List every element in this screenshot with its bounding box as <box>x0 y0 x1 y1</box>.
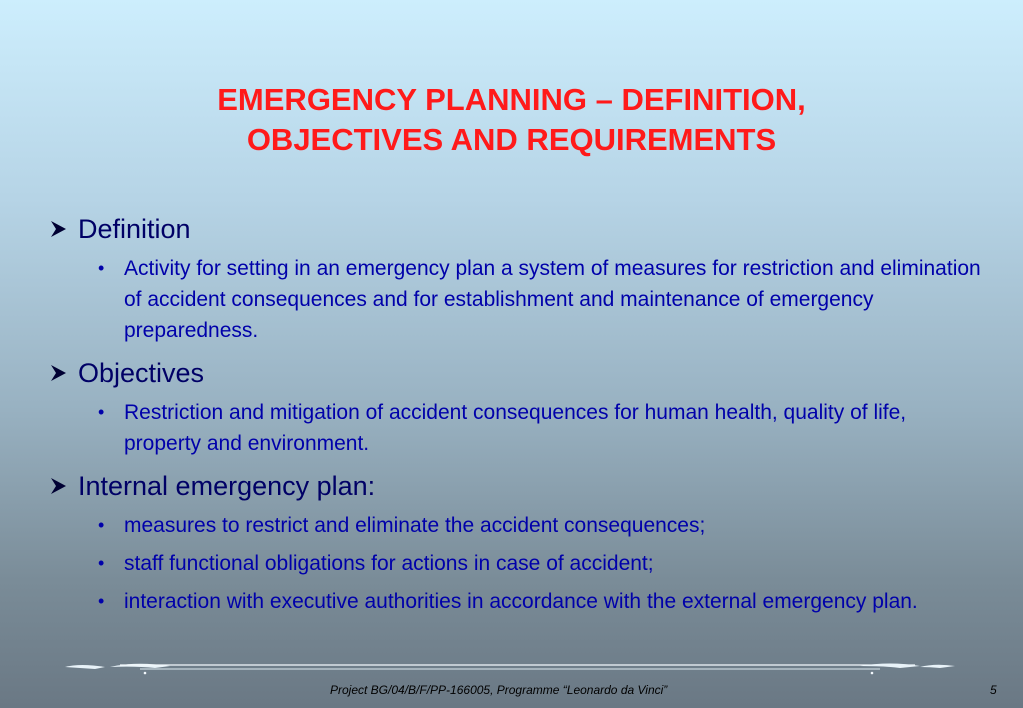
section-heading: Objectives <box>78 358 205 388</box>
list-item <box>98 253 988 346</box>
round-bullet-icon: • <box>98 402 105 422</box>
section-internal-emergency-plan <box>48 469 988 617</box>
list-item-text: interaction with executive authorities in accordance with the external emergency plan. <box>124 590 918 613</box>
list-item-text: measures to restrict and eliminate the accident consequences; <box>124 514 706 537</box>
slide-content <box>48 212 988 627</box>
list-item-text: Restriction and mitigation of accident consequences for human health, quality of life, property and environment. <box>124 401 907 455</box>
round-bullet-icon: • <box>98 258 105 278</box>
arrow-bullet-icon <box>48 475 78 497</box>
section-definition <box>48 212 988 346</box>
section-objectives <box>48 356 988 459</box>
bullet-list <box>48 510 988 617</box>
section-heading: Internal emergency plan: <box>78 471 376 501</box>
bullet-list <box>48 253 988 346</box>
section-heading: Definition <box>78 214 191 244</box>
list-item-text: staff functional obligations for actions in case of accident; <box>124 552 654 575</box>
round-bullet-icon: • <box>98 515 105 535</box>
list-item-text: Activity for setting in an emergency plan a system of measures for restriction and elimination of accident consequences and for establishment and maintenance of emergency preparedness. <box>124 257 981 342</box>
slide-title-line-1: EMERGENCY PLANNING – DEFINITION, <box>217 82 806 117</box>
round-bullet-icon: • <box>98 591 105 611</box>
arrow-bullet-icon <box>48 218 78 240</box>
round-bullet-icon: • <box>98 553 105 573</box>
list-item <box>98 548 988 579</box>
footer-text: Project BG/04/B/F/PP-166005, Programme “Leonardo da Vinci” <box>330 683 668 697</box>
ornamental-divider <box>60 655 960 679</box>
slide-title <box>0 80 1023 160</box>
section-heading-row <box>48 356 988 390</box>
section-heading-row <box>48 212 988 246</box>
footer <box>0 683 1023 701</box>
list-item <box>98 510 988 541</box>
list-item <box>98 397 988 459</box>
section-heading-row <box>48 469 988 503</box>
list-item <box>98 586 988 617</box>
page-number: 5 <box>990 683 997 697</box>
bullet-list <box>48 397 988 459</box>
arrow-bullet-icon <box>48 362 78 384</box>
slide-title-line-2: OBJECTIVES AND REQUIREMENTS <box>246 122 777 157</box>
